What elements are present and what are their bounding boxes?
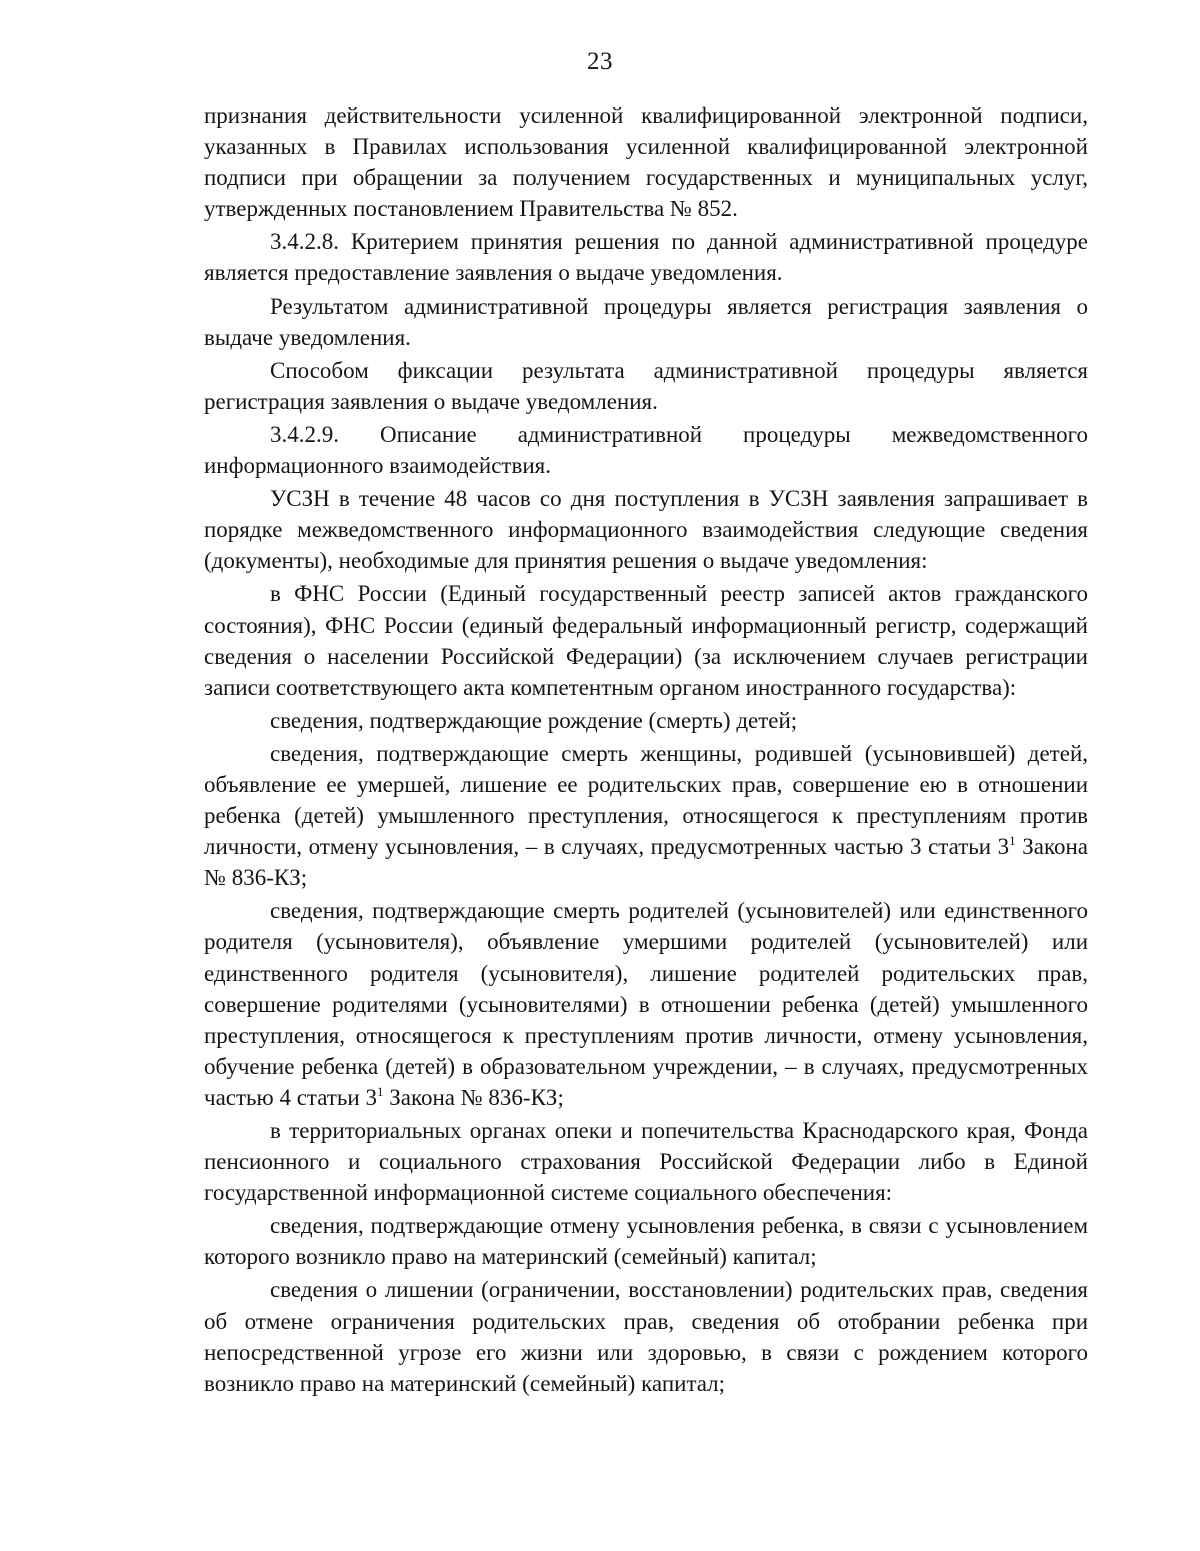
superscript: 1 [1009, 833, 1016, 849]
paragraph-continuation: признания действительности усиленной квалифицированной электронной подписи, указанных в Правилах использования усиленной квалифицированной электронной подписи при обращении за получением государственных и муниципальных услуг, утвержденных постановлением Правительства № 852. [204, 103, 1088, 222]
document-body [204, 100, 1088, 1399]
list-item-text: сведения, подтверждающие смерть родителей (усыновителей) или единственного родителя (усыновителя), объявление умершими родителей (усыновителей) или единственного родителя (усыновителя), лишение родителей родительских прав, совершение родителями (усыновителями) в отношении ребенка (детей) умышленного преступления, относящегося к преступлениям против личности, отмену усыновления, обучение ребенка (детей) в образовательном учреждении, – в случаях, предусмотренных частью 4 статьи 3 [204, 898, 1088, 1110]
paragraph-fns-russia: в ФНС России (Единый государственный реестр записей актов гражданского состояния), ФНС России (единый федеральный информационный регистр, содержащий сведения о населении Российской Федерации) (за исключением случаев регистрации записи соответствующего акта компетентным органом иностранного государства): [204, 581, 1088, 700]
list-item-adoption-cancel: сведения, подтверждающие отмену усыновления ребенка, в связи с усыновлением которого возникло право на материнский (семейный) капитал; [204, 1213, 1088, 1270]
list-item-parents-death [204, 895, 1088, 1113]
list-item-birth-death: сведения, подтверждающие рождение (смерть) детей; [270, 707, 798, 733]
paragraph-fixation: Способом фиксации результата административной процедуры является регистрация заявления о выдаче уведомления. [204, 357, 1088, 414]
paragraph-3-4-2-8: 3.4.2.8. Критерием принятия решения по данной административной процедуре является предоставление заявления о выдаче уведомления. [204, 229, 1088, 286]
page-number: 23 [587, 48, 613, 75]
list-item-woman-death [204, 738, 1088, 893]
list-item-parental-rights: сведения о лишении (ограничении, восстановлении) родительских прав, сведения об отмене ограничения родительских прав, сведения об отобрании ребенка при непосредственной угрозе его жизни или здоровью, в связи с рождением которого возникло право на материнский (семейный) капитал; [204, 1277, 1088, 1396]
list-item-text: сведения, подтверждающие смерть женщины, родившей (усыновившей) детей, объявление ее умершей, лишение ее родительских прав, совершение ею в отношении ребенка (детей) умышленного преступления, относящегося к преступлениям против личности, отмену усыновления, – в случаях, предусмотренных частью 3 статьи 3 [204, 740, 1088, 860]
paragraph-guardianship-bodies: в территориальных органах опеки и попечительства Краснодарского края, Фонда пенсионного и социального страхования Российской Федерации либо в Единой государственной информационной системе социального обеспечения: [204, 1118, 1088, 1206]
list-item-text-end: Закона № 836-КЗ; [383, 1084, 564, 1110]
superscript: 1 [376, 1083, 384, 1099]
paragraph-uszn-request: УСЗН в течение 48 часов со дня поступления в УСЗН заявления запрашивает в порядке межведомственного информационного взаимодействия следующие сведения (документы), необходимые для принятия решения о выдаче уведомления: [204, 486, 1088, 574]
paragraph-3-4-2-9: 3.4.2.9. Описание административной процедуры межведомственного информационного взаимодействия. [204, 421, 1088, 479]
list-item-text-end: Закона № 836-КЗ; [204, 834, 1088, 891]
paragraph-result: Результатом административной процедуры является регистрация заявления о выдаче уведомления. [204, 293, 1088, 350]
